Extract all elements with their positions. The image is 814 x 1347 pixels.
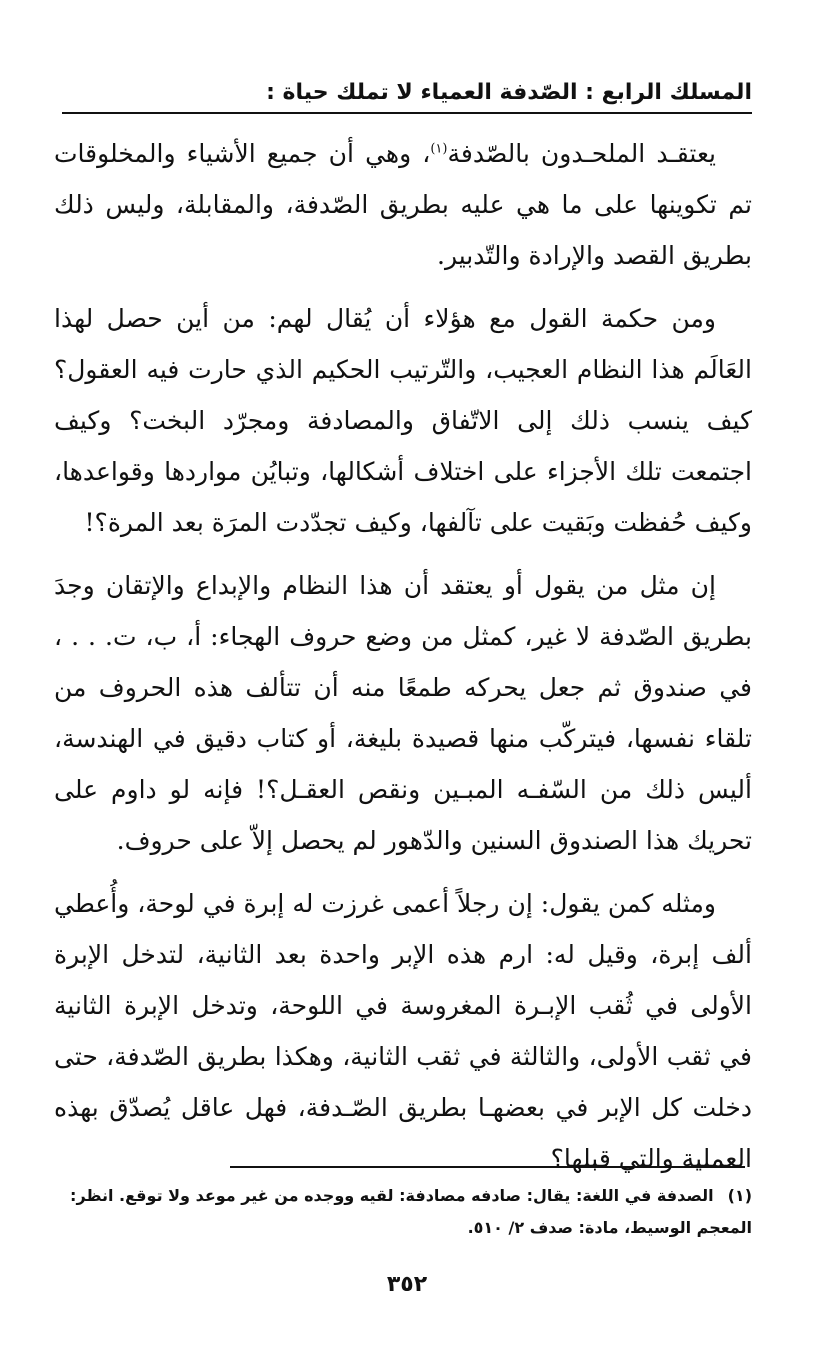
paragraph-1-start: يعتقـد الملحـدون بالصّدفة bbox=[447, 139, 716, 168]
paragraph-2: ومن حكمة القول مع هؤلاء أن يُقال لهم: من أين حصل لهذا العَالَم هذا النظام العجيب، والتّرتيب الحكيم الذي حارت فيه العقول؟ كيف ينسب ذلك إلى الاتّفاق والمصادفة ومجرّد البخت؟ وكيف اجتمعت تلك الأجزاء على اختلاف أشكالها، وتبايُن مواردها وقواعدها، وكيف حُفظت وبَقيت على تآلفها، وكيف تجدّدت المرَة بعد المرة؟! bbox=[54, 304, 752, 537]
paragraph-3: إن مثل من يقول أو يعتقد أن هذا النظام والإبداع والإتقان وجدَ بطريق الصّدفة لا غير، كمثل من وضع حروف الهجاء: أ، ب، ت. . . ، في صندوق ثم جعل يحركه طمعًا منه أن تتألف هذه الحروف من تلقاء نفسها، فيتركّب منها قصيدة بليغة، أو كتاب دقيق في الهندسة، أليس ذلك من السّفـه المبـين ونقص العقـل؟! فإنه لو داوم على تحريك هذا الصندوق السنين والدّهور لم يحصل إلاّ على حروف. bbox=[54, 571, 752, 855]
paragraph-4: ومثله كمن يقول: إن رجلاً أعمى غرزت له إبرة في لوحة، وأُعطي ألف إبرة، وقيل له: ارم هذه الإبر واحدة بعد الثانية، لتدخل الإبرة الأولى في ثُقب الإبـرة المغروسة في اللوحة، وتدخل الإبرة الثانية في ثقب الأولى، والثالثة في ثقب الثانية، وهكذا بطريق الصّدفة، حتى دخلت كل الإبر في بعضهـا بطريق الصّـدفة، فهل عاقل يُصدّق بهذه العملية والتي قبلها؟ bbox=[54, 889, 752, 1173]
paragraph-1 bbox=[54, 128, 752, 281]
page-number: ٣٥٢ bbox=[386, 1272, 428, 1297]
paragraph-1-rest: ، وهي أن جميع الأشياء والمخلوقات تم تكوينها على ما هي عليه بطريق الصّدفة، والمقابلة، وليس ذلك بطريق القصد والإرادة والتّدبير. bbox=[54, 139, 752, 270]
footnote-text: الصدفة في اللغة: يقال: صادفه مصادفة: لقيه ووجده من غير موعد ولا توقع. انظر: المعجم الوسيط، مادة: صدف ٢/ ٥١٠. bbox=[70, 1186, 752, 1237]
body-text bbox=[54, 128, 752, 1196]
header-divider bbox=[62, 112, 752, 114]
footnote-reference: (١) bbox=[430, 141, 448, 157]
footnote bbox=[54, 1180, 752, 1244]
section-heading: المسلك الرابع : الصّدفة العمياء لا تملك حياة : bbox=[266, 80, 752, 105]
footnote-divider bbox=[230, 1166, 745, 1168]
footnote-marker: (١) bbox=[727, 1186, 752, 1205]
